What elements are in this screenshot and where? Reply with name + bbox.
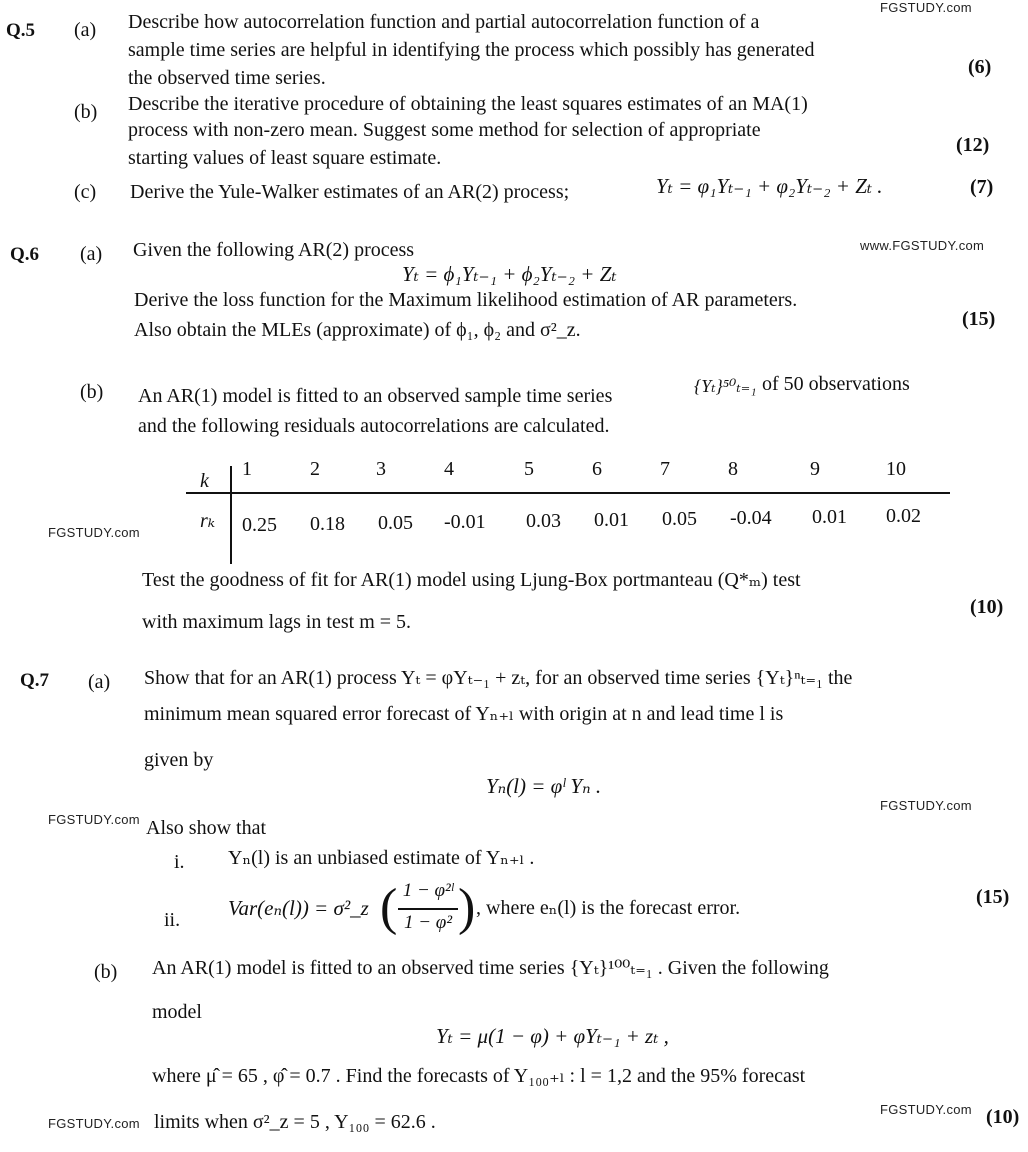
question-text: Derive the loss function for the Maximum likelihood estimation of AR parameters. bbox=[134, 289, 798, 311]
fraction-numerator: 1 − φ²ˡ bbox=[402, 880, 454, 901]
part-label: (b) bbox=[94, 961, 118, 983]
table-header-r: rₖ bbox=[200, 510, 216, 532]
question-text: model bbox=[152, 1001, 202, 1023]
question-text: Given the following AR(2) process bbox=[133, 239, 415, 261]
watermark-text: FGSTUDY.com bbox=[48, 1116, 140, 1131]
table-cell-k: 2 bbox=[310, 458, 320, 480]
question-number: Q.6 bbox=[10, 244, 40, 265]
right-paren: ) bbox=[458, 879, 476, 936]
question-text: An AR(1) model is fitted to an observed time series {Yₜ}¹⁰⁰ₜ₌₁ . Given the following bbox=[152, 957, 829, 979]
question-text: Test the goodness of fit for AR(1) model using Ljung-Box portmanteau (Q*ₘ) test bbox=[142, 569, 801, 591]
question-text: An AR(1) model is fitted to an observed sample time series bbox=[138, 385, 613, 407]
table-cell-r: 0.25 bbox=[242, 514, 277, 536]
fraction bbox=[380, 876, 476, 946]
equation: Yₜ = ϕ₁Yₜ₋₁ + ϕ₂Yₜ₋₂ + Zₜ bbox=[402, 262, 617, 286]
table-header-k: k bbox=[200, 470, 209, 492]
fraction-denominator: 1 − φ² bbox=[403, 912, 453, 933]
watermark-text: www.FGSTUDY.com bbox=[860, 238, 985, 253]
table-cell-r: -0.01 bbox=[444, 511, 486, 533]
table-cell-r: 0.03 bbox=[526, 510, 561, 532]
marks: (7) bbox=[970, 176, 994, 198]
question-text: and the following residuals autocorrelations are calculated. bbox=[138, 415, 610, 437]
list-item-text: Yₙ(l) is an unbiased estimate of Yₙ₊ₗ . bbox=[228, 847, 535, 869]
table-cell-k: 6 bbox=[592, 458, 602, 480]
watermark-text: FGSTUDY.com bbox=[880, 1102, 972, 1117]
equation: Yₜ = φ₁Yₜ₋₁ + φ₂Yₜ₋₂ + Zₜ . bbox=[656, 174, 883, 198]
equation: Yₜ = μ(1 − φ) + φYₜ₋₁ + zₜ , bbox=[436, 1024, 669, 1048]
marks: (12) bbox=[956, 134, 990, 156]
list-label: ii. bbox=[164, 909, 181, 931]
list-label: i. bbox=[174, 851, 185, 873]
table-cell-k: 4 bbox=[444, 458, 454, 480]
question-text: given by bbox=[144, 749, 214, 771]
question-text: minimum mean squared error forecast of Yₙ₊ₗ with origin at n and lead time l is bbox=[144, 703, 784, 725]
question-number: Q.7 bbox=[20, 670, 50, 691]
equation: Var(eₙ(l)) = σ²_z bbox=[228, 896, 369, 920]
fraction-bar bbox=[398, 908, 458, 910]
table-cell-r: 0.01 bbox=[812, 506, 847, 528]
marks: (10) bbox=[970, 596, 1004, 618]
table-cell-r: 0.01 bbox=[594, 509, 629, 531]
part-label: (a) bbox=[80, 243, 103, 265]
marks: (10) bbox=[986, 1106, 1020, 1128]
left-paren: ( bbox=[380, 879, 398, 936]
question-text: Describe how autocorrelation function and partial autocorrelation function of a bbox=[128, 11, 760, 33]
table-rule bbox=[186, 492, 950, 494]
question-text: sample time series are helpful in identifying the process which possibly has generated bbox=[128, 39, 815, 61]
part-label: (a) bbox=[88, 671, 111, 693]
table-cell-r: 0.18 bbox=[310, 513, 345, 535]
table-cell-r: -0.04 bbox=[730, 507, 772, 529]
question-text: of 50 observations bbox=[762, 373, 910, 395]
part-label: (b) bbox=[74, 101, 98, 123]
table-rule bbox=[230, 466, 232, 564]
question-text: Also show that bbox=[146, 817, 266, 839]
watermark-text: FGSTUDY.com bbox=[880, 798, 972, 813]
question-text: Describe the iterative procedure of obtaining the least squares estimates of an MA(1) bbox=[128, 93, 808, 115]
table-cell-k: 7 bbox=[660, 458, 670, 480]
part-label: (c) bbox=[74, 181, 97, 203]
table-cell-k: 3 bbox=[376, 458, 386, 480]
marks: (15) bbox=[962, 308, 996, 330]
table-cell-k: 10 bbox=[886, 458, 906, 480]
watermark-text: FGSTUDY.com bbox=[48, 812, 140, 827]
question-text: with maximum lags in test m = 5. bbox=[142, 611, 412, 633]
table-cell-r: 0.05 bbox=[378, 512, 413, 534]
table-cell-r: 0.02 bbox=[886, 505, 921, 527]
table-cell-r: 0.05 bbox=[662, 508, 697, 530]
question-text: Derive the Yule-Walker estimates of an AR(2) process; bbox=[130, 181, 570, 203]
part-label: (b) bbox=[80, 381, 104, 403]
marks: (15) bbox=[976, 886, 1010, 908]
table-cell-k: 9 bbox=[810, 458, 820, 480]
table-cell-k: 1 bbox=[242, 458, 252, 480]
table-cell-k: 5 bbox=[524, 458, 534, 480]
question-number: Q.5 bbox=[6, 20, 36, 41]
equation: Yₙ(l) = φˡ Yₙ . bbox=[486, 774, 602, 798]
question-text: process with non-zero mean. Suggest some method for selection of appropriate bbox=[128, 119, 761, 141]
part-label: (a) bbox=[74, 19, 97, 41]
question-text: limits when σ²_z = 5 , Y₁₀₀ = 62.6 . bbox=[154, 1111, 436, 1133]
watermark-text: FGSTUDY.com bbox=[880, 0, 972, 15]
series-notation: {Yₜ}⁵⁰ₜ₌₁ bbox=[694, 376, 757, 396]
question-text: Also obtain the MLEs (approximate) of ϕ₁, ϕ₂ and σ²_z. bbox=[134, 319, 581, 341]
question-text: Show that for an AR(1) process Yₜ = φYₜ₋₁ + zₜ, for an observed time series {Yₜ}ⁿₜ₌₁ the bbox=[144, 667, 853, 689]
question-text: starting values of least square estimate. bbox=[128, 147, 442, 169]
question-text: where μ̂ = 65 , φ̂ = 0.7 . Find the forecasts of Y₁₀₀₊ₗ : l = 1,2 and the 95% forecast bbox=[152, 1065, 806, 1087]
list-item-text: , where eₙ(l) is the forecast error. bbox=[476, 897, 741, 919]
table-cell-k: 8 bbox=[728, 458, 738, 480]
watermark-text: FGSTUDY.com bbox=[48, 525, 140, 540]
marks: (6) bbox=[968, 56, 992, 78]
question-text: the observed time series. bbox=[128, 67, 326, 89]
